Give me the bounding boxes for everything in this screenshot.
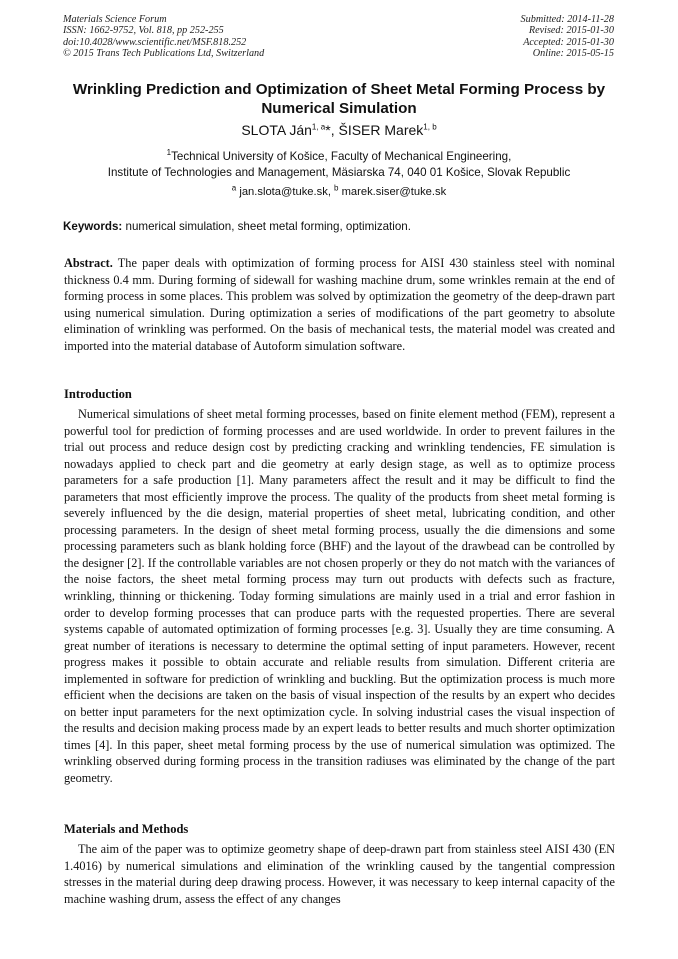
paper-title: Wrinkling Prediction and Optimization of Sheet Metal Forming Process by Numerical Simulation <box>72 81 606 117</box>
journal-copyright: © 2015 Trans Tech Publications Ltd, Switzerland <box>63 48 265 60</box>
affiliation-line-1-text: Technical University of Košice, Faculty of Mechanical Engineering, <box>171 150 512 163</box>
publication-dates <box>521 14 614 60</box>
materials-methods-heading: Materials and Methods <box>64 822 189 836</box>
introduction-paragraph: Numerical simulations of sheet metal forming processes, based on finite element method (FEM), represent a powerful tool for prediction of forming processes and are used worldwide. In order to prevent failures in the trial out process and reduce design cost by predicting cracking and wrinkling tendencies, FE simulation is nowadays applied to check part and die geometry at early design stage, as well as to optimize process parameters for a safe production [1]. Many parameters affect the result and it may be difficult to find the parameters that most efficiently improve the process. The quality of the products from sheet metal forming is severely influenced by the die design, material properties of sheet metal, lubricating condition, and other processing parameters. In the design of sheet metal forming process, usually the die dimensions and some processing parameters such as blank holding force (BHF) and the layout of the drawbead can be controlled by the designer [2]. If the controllable variables are not chosen properly or they do not match with the variances of the noise factors, the sheet metal forming process may turn out products with defects such as fracture, wrinkling, thinning or thickening. Today forming simulations are mainly used in a trial and error fashion in order to develop forming processes that can produce parts with the requested properties. There are several systems capable of automated optimization of forming processes [e.g. 3]. Usually they are time consuming. A great number of iterations is necessary to determine the optimal setting of input parameters. However, recent progress makes it possible to obtain accurate and reliable results from simulation. Different criteria are implemented in software for prediction of wrinkling and buckling. But the optimization process is much more efficient when the decisions are taken on the basis of visual inspection of the results by an expert who decides on better input parameters for the next optimization cycle. In solving industrial cases the visual inspection of the results and decision making process made by an expert leads to better results and much shorter optimization times [4]. In this paper, sheet metal forming process by the use of numerical simulation was optimized. The wrinkling observed during forming process in the transition radiuses was eliminated by the change of the part geometry. <box>64 407 615 786</box>
affiliation-line-2: Institute of Technologies and Management, Mäsiarska 74, 040 01 Košice, Slovak Republic <box>107 165 571 179</box>
date-submitted: Submitted: 2014-11-28 <box>520 14 614 25</box>
affiliation <box>0 149 678 180</box>
author-emails <box>0 185 678 199</box>
date-online: Online: 2015-05-15 <box>532 48 614 60</box>
materials-methods-paragraph: The aim of the paper was to optimize geometry shape of deep-drawn part from stainless steel AISI 430 (EN 1.4016) by numerical simulations and elimination of the wrinkling caused by the tangential compression stresses in the material during deep drawing process. However, it was necessary to keep internal capacity of the machine washing drum, assess the effect of any changes <box>64 842 615 906</box>
abstract <box>64 255 615 354</box>
journal-issn: ISSN: 1662-9752, Vol. 818, pp 252-255 <box>63 25 224 37</box>
keywords-text: numerical simulation, sheet metal forming, optimization. <box>125 220 411 233</box>
author-line <box>0 121 678 139</box>
email-b[interactable]: marek.siser@tuke.sk <box>341 186 447 198</box>
journal-doi: doi:10.4028/www.scientific.net/MSF.818.252 <box>63 36 247 48</box>
affiliation-sup: 1 <box>166 148 172 158</box>
date-revised: Revised: 2015-01-30 <box>528 25 614 37</box>
author-1-star: *, <box>325 122 339 138</box>
abstract-text: The paper deals with optimization of forming process for AISI 430 stainless steel with nominal thickness 0.4 mm. During forming of sidewall for washing machine drum, some wrinkles remain at the end of forming process in some places. This problem was solved by optimization the geometry of the deep-drawn part using numerical simulation. During optimization a series of modifications of the part geometry to absolute elimination of wrinkling was performed. On the basis of mechanical tests, the material model was created and imported into the material database of Autoform simulation software. <box>64 256 615 353</box>
introduction-heading: Introduction <box>64 387 132 401</box>
date-accepted: Accepted: 2015-01-30 <box>523 36 614 48</box>
affiliation-line-1 <box>0 149 678 165</box>
keywords-label: Keywords: <box>63 220 123 233</box>
email-a[interactable]: jan.slota@tuke.sk <box>239 186 328 198</box>
journal-name: Materials Science Forum <box>63 14 167 25</box>
abstract-label: Abstract. <box>64 256 113 270</box>
email-a-sup: a <box>231 183 237 193</box>
email-b-sup: b <box>334 183 339 193</box>
author-2-name: ŠISER Marek <box>338 122 424 138</box>
author-2-sup: 1, b <box>423 122 437 132</box>
author-1-sup: 1, a <box>311 122 326 132</box>
journal-header <box>63 14 264 60</box>
keywords <box>63 219 615 234</box>
email-separator: , <box>327 186 335 198</box>
author-1-name: SLOTA Ján <box>241 122 312 138</box>
